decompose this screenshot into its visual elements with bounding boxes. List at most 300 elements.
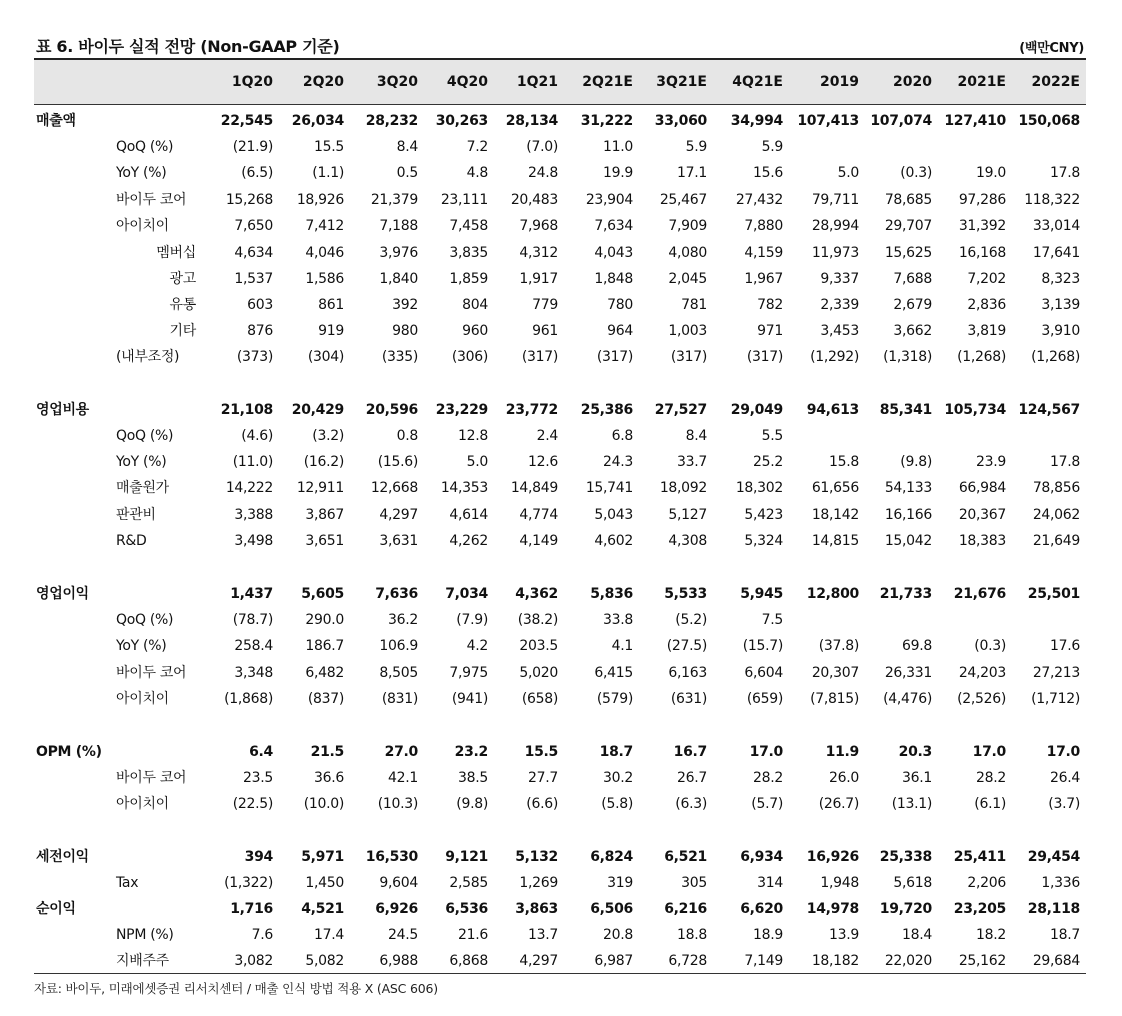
table-row bbox=[34, 791, 1086, 817]
row-label: 바이두 코어 bbox=[116, 192, 187, 208]
table-cell: (9.8) bbox=[456, 796, 488, 812]
table-cell: 23,229 bbox=[435, 402, 488, 418]
table-cell: 4,312 bbox=[519, 245, 558, 261]
row-label: 바이두 코어 bbox=[116, 665, 187, 681]
row-label: 순이익 bbox=[36, 901, 76, 917]
table-cell: 5,836 bbox=[590, 586, 633, 602]
table-cell: 21,676 bbox=[953, 586, 1006, 602]
row-label: NPM (%) bbox=[116, 927, 174, 943]
table-cell: 2,206 bbox=[967, 875, 1006, 891]
table-cell: 7,975 bbox=[449, 665, 488, 681]
table-cell: 12,911 bbox=[296, 480, 344, 496]
table-cell: 6.4 bbox=[249, 744, 273, 760]
table-cell: 7,688 bbox=[893, 271, 932, 287]
table-cell: 28,232 bbox=[365, 113, 418, 129]
table-cell: 27.7 bbox=[528, 770, 558, 786]
table-row bbox=[34, 896, 1086, 922]
row-label: Tax bbox=[116, 875, 139, 891]
table-cell: 23,904 bbox=[585, 192, 633, 208]
table-cell: 31,392 bbox=[958, 218, 1006, 234]
table-cell: 4.1 bbox=[611, 638, 633, 654]
table-cell: 7,149 bbox=[744, 953, 783, 969]
table-cell: (0.3) bbox=[974, 638, 1006, 654]
table-cell: 6,728 bbox=[668, 953, 707, 969]
table-cell: 7.6 bbox=[251, 927, 273, 943]
table-cell: 6,521 bbox=[664, 849, 707, 865]
table-cell: 1,450 bbox=[305, 875, 344, 891]
table-cell: 780 bbox=[607, 297, 633, 313]
row-label: 매출액 bbox=[36, 113, 76, 129]
row-label: QoQ (%) bbox=[116, 428, 174, 444]
table-row bbox=[34, 240, 1086, 266]
table-cell: 27,432 bbox=[735, 192, 783, 208]
table-cell: (4.6) bbox=[241, 428, 273, 444]
table-cell: 5,132 bbox=[515, 849, 558, 865]
table-cell: 17,641 bbox=[1032, 245, 1080, 261]
table-cell: 19.9 bbox=[603, 165, 633, 181]
table-row bbox=[34, 948, 1086, 974]
table-cell: 23.9 bbox=[976, 454, 1006, 470]
table-cell: 4,308 bbox=[668, 533, 707, 549]
source-note: 자료: 바이두, 미래에셋증권 리서치센터 / 매출 인식 방법 적용 X (ASC 606) bbox=[34, 981, 438, 996]
table-cell: (22.5) bbox=[232, 796, 273, 812]
table-cell: 3,631 bbox=[379, 533, 418, 549]
table-cell: 7,909 bbox=[668, 218, 707, 234]
table-cell: (335) bbox=[381, 349, 418, 365]
row-label: 멤버십 bbox=[156, 245, 196, 261]
table-cell: 15.6 bbox=[753, 165, 783, 181]
table-cell bbox=[852, 607, 932, 633]
table-cell: 36.6 bbox=[314, 770, 344, 786]
table-cell: 29,454 bbox=[1027, 849, 1080, 865]
table-cell: 4,159 bbox=[744, 245, 783, 261]
table-cell: 3,976 bbox=[379, 245, 418, 261]
table-cell: 5.0 bbox=[837, 165, 859, 181]
table-row bbox=[34, 423, 1086, 449]
table-cell: 6,824 bbox=[590, 849, 633, 865]
table-cell: 6,620 bbox=[740, 901, 783, 917]
table-cell: 13.9 bbox=[829, 927, 859, 943]
table-cell: 36.1 bbox=[902, 770, 932, 786]
table-cell: (37.8) bbox=[818, 638, 859, 654]
table-cell: 26,034 bbox=[291, 113, 344, 129]
table-cell: 7,458 bbox=[449, 218, 488, 234]
table-cell: 33,060 bbox=[654, 113, 707, 129]
table-cell: 18,302 bbox=[735, 480, 783, 496]
row-label: 매출원가 bbox=[116, 480, 169, 496]
row-label: 아이치이 bbox=[116, 796, 169, 812]
table-cell: 6,604 bbox=[744, 665, 783, 681]
row-label: QoQ (%) bbox=[116, 139, 174, 155]
table-cell: 1,586 bbox=[305, 271, 344, 287]
table-cell: 16.7 bbox=[673, 744, 707, 760]
table-cell: 23.2 bbox=[454, 744, 488, 760]
table-cell: 960 bbox=[462, 323, 488, 339]
table-cell: 18.2 bbox=[976, 927, 1006, 943]
table-cell: 4,614 bbox=[449, 507, 488, 523]
table-cell: (631) bbox=[670, 691, 707, 707]
table-cell: 961 bbox=[532, 323, 558, 339]
table-cell bbox=[926, 607, 1006, 633]
table-cell: 21.5 bbox=[310, 744, 344, 760]
table-cell: 971 bbox=[757, 323, 783, 339]
table-cell: 5,324 bbox=[744, 533, 783, 549]
column-header: 2022E bbox=[1031, 74, 1080, 90]
table-row bbox=[34, 449, 1086, 475]
table-cell: 6,163 bbox=[668, 665, 707, 681]
table-cell: 5,043 bbox=[594, 507, 633, 523]
table-row bbox=[34, 187, 1086, 213]
table-cell bbox=[1000, 607, 1080, 633]
table-cell: 6,415 bbox=[594, 665, 633, 681]
table-cell: 30,263 bbox=[435, 113, 488, 129]
table-cell: 2,679 bbox=[893, 297, 932, 313]
table-cell: 1,537 bbox=[234, 271, 273, 287]
table-cell: 2,045 bbox=[668, 271, 707, 287]
table-cell: (317) bbox=[670, 349, 707, 365]
table-cell: 258.4 bbox=[234, 638, 273, 654]
table-cell bbox=[1000, 134, 1080, 160]
table-row bbox=[34, 318, 1086, 344]
table-cell: 12,800 bbox=[806, 586, 859, 602]
table-row bbox=[34, 108, 1086, 134]
table-cell: 150,068 bbox=[1018, 113, 1080, 129]
table-cell: 394 bbox=[244, 849, 273, 865]
table-cell: 22,545 bbox=[220, 113, 273, 129]
table-cell: 0.5 bbox=[396, 165, 418, 181]
table-cell: 8,505 bbox=[379, 665, 418, 681]
table-cell: 5.0 bbox=[466, 454, 488, 470]
table-cell: 19.0 bbox=[976, 165, 1006, 181]
table-cell: (941) bbox=[451, 691, 488, 707]
table-cell: (3.2) bbox=[312, 428, 344, 444]
table-row bbox=[34, 660, 1086, 686]
table-cell: 1,967 bbox=[744, 271, 783, 287]
table-cell: 15.8 bbox=[829, 454, 859, 470]
table-cell: 27.0 bbox=[384, 744, 418, 760]
table-cell: 23.5 bbox=[243, 770, 273, 786]
table-cell: (10.0) bbox=[303, 796, 344, 812]
table-cell: 20,596 bbox=[365, 402, 418, 418]
table-cell: 34,994 bbox=[730, 113, 783, 129]
table-cell: 9,604 bbox=[379, 875, 418, 891]
table-cell: (304) bbox=[307, 349, 344, 365]
table-cell: 28,994 bbox=[811, 218, 859, 234]
table-cell: 5,020 bbox=[519, 665, 558, 681]
table-cell: 7,636 bbox=[375, 586, 418, 602]
table-cell: 8,323 bbox=[1041, 271, 1080, 287]
table-cell: 6,536 bbox=[445, 901, 488, 917]
table-cell: (16.2) bbox=[303, 454, 344, 470]
table-cell: 20,307 bbox=[811, 665, 859, 681]
table-cell: 79,711 bbox=[811, 192, 859, 208]
table-cell: (6.5) bbox=[241, 165, 273, 181]
table-cell: 29,684 bbox=[1032, 953, 1080, 969]
table-row bbox=[34, 528, 1086, 554]
table-cell: 16,530 bbox=[365, 849, 418, 865]
table-cell: (6.1) bbox=[974, 796, 1006, 812]
table-cell bbox=[779, 423, 859, 449]
table-cell: 18.9 bbox=[753, 927, 783, 943]
table-cell: 12,668 bbox=[370, 480, 418, 496]
table-cell: 8.4 bbox=[685, 428, 707, 444]
table-cell: 1,336 bbox=[1041, 875, 1080, 891]
table-cell: 2,585 bbox=[449, 875, 488, 891]
table-cell: 980 bbox=[392, 323, 418, 339]
bottom-rule bbox=[34, 973, 1086, 974]
row-label: 영업비용 bbox=[36, 402, 89, 418]
table-cell: 3,867 bbox=[305, 507, 344, 523]
table-row bbox=[34, 475, 1086, 501]
row-label: 바이두 코어 bbox=[116, 770, 187, 786]
table-cell: 4.8 bbox=[466, 165, 488, 181]
table-row bbox=[34, 160, 1086, 186]
table-cell: 16,166 bbox=[884, 507, 932, 523]
table-cell: 26.7 bbox=[677, 770, 707, 786]
table-cell: 66,984 bbox=[958, 480, 1006, 496]
table-cell: 24.8 bbox=[528, 165, 558, 181]
table-cell: 7,202 bbox=[967, 271, 1006, 287]
table-cell: 5,082 bbox=[305, 953, 344, 969]
table-cell: 13.7 bbox=[528, 927, 558, 943]
table-cell: 18,142 bbox=[811, 507, 859, 523]
table-cell: 964 bbox=[607, 323, 633, 339]
table-cell: (1.1) bbox=[312, 165, 344, 181]
table-row bbox=[34, 292, 1086, 318]
table-cell: 36.2 bbox=[388, 612, 418, 628]
table-cell: 3,348 bbox=[234, 665, 273, 681]
table-cell: (5.7) bbox=[751, 796, 783, 812]
table-cell: 17.4 bbox=[314, 927, 344, 943]
table-cell: 7,880 bbox=[744, 218, 783, 234]
table-cell: 4,043 bbox=[594, 245, 633, 261]
table-cell: 314 bbox=[757, 875, 783, 891]
table-cell: 30.2 bbox=[603, 770, 633, 786]
column-header: 4Q20 bbox=[446, 74, 488, 90]
table-cell: (837) bbox=[307, 691, 344, 707]
table-cell: 4,080 bbox=[668, 245, 707, 261]
table-cell: 17.0 bbox=[749, 744, 783, 760]
table-cell: 603 bbox=[247, 297, 273, 313]
column-header: 2Q21E bbox=[582, 74, 633, 90]
table-cell: 29,707 bbox=[884, 218, 932, 234]
table-cell: 4,634 bbox=[234, 245, 273, 261]
table-cell: (7.0) bbox=[526, 139, 558, 155]
table-title: 표 6. 바이두 실적 전망 (Non-GAAP 기준) bbox=[36, 37, 340, 56]
table-cell: (317) bbox=[746, 349, 783, 365]
table-cell: 78,856 bbox=[1032, 480, 1080, 496]
table-cell: 25,162 bbox=[958, 953, 1006, 969]
table-cell: 38.5 bbox=[458, 770, 488, 786]
table-row bbox=[34, 213, 1086, 239]
unit-label: (백만CNY) bbox=[1019, 41, 1084, 56]
table-cell: 3,835 bbox=[449, 245, 488, 261]
table-cell: 14,815 bbox=[811, 533, 859, 549]
table-cell: 18.4 bbox=[902, 927, 932, 943]
table-cell: 1,437 bbox=[230, 586, 273, 602]
table-cell: 24,062 bbox=[1032, 507, 1080, 523]
table-cell: (579) bbox=[596, 691, 633, 707]
table-cell: (1,318) bbox=[883, 349, 932, 365]
table-cell: 7,034 bbox=[445, 586, 488, 602]
table-cell: 7,968 bbox=[519, 218, 558, 234]
table-cell: 78,685 bbox=[884, 192, 932, 208]
table-cell: 15,268 bbox=[225, 192, 273, 208]
table-cell: 61,656 bbox=[811, 480, 859, 496]
table-cell: 27,527 bbox=[654, 402, 707, 418]
row-label: YoY (%) bbox=[116, 638, 167, 654]
table-row bbox=[34, 134, 1086, 160]
row-label: 아이치이 bbox=[116, 218, 169, 234]
column-header: 4Q21E bbox=[732, 74, 783, 90]
table-cell: 17.1 bbox=[677, 165, 707, 181]
table-cell: 8.4 bbox=[396, 139, 418, 155]
table-row bbox=[34, 844, 1086, 870]
table-cell: 118,322 bbox=[1024, 192, 1080, 208]
row-label: YoY (%) bbox=[116, 454, 167, 470]
table-cell: 11.9 bbox=[825, 744, 859, 760]
table-cell: 21.6 bbox=[458, 927, 488, 943]
table-cell: 3,453 bbox=[820, 323, 859, 339]
table-cell: 6,926 bbox=[375, 901, 418, 917]
table-cell: 6,987 bbox=[594, 953, 633, 969]
column-header: 3Q21E bbox=[656, 74, 707, 90]
table-cell: 5.9 bbox=[761, 139, 783, 155]
table-cell: 2,339 bbox=[820, 297, 859, 313]
table-cell: 124,567 bbox=[1018, 402, 1080, 418]
table-cell: 105,734 bbox=[944, 402, 1006, 418]
table-cell: 18,926 bbox=[296, 192, 344, 208]
table-cell: 24.5 bbox=[388, 927, 418, 943]
table-cell bbox=[779, 607, 859, 633]
table-cell: 20.3 bbox=[898, 744, 932, 760]
table-cell: 15,625 bbox=[884, 245, 932, 261]
table-cell: 4,262 bbox=[449, 533, 488, 549]
table-cell: (659) bbox=[746, 691, 783, 707]
table-cell: 15.5 bbox=[524, 744, 558, 760]
table-cell: 23,772 bbox=[505, 402, 558, 418]
table-cell: 6,216 bbox=[664, 901, 707, 917]
table-cell: (2,526) bbox=[957, 691, 1006, 707]
table-cell: 23,111 bbox=[440, 192, 488, 208]
table-cell: 7.5 bbox=[761, 612, 783, 628]
table-cell: 15.5 bbox=[314, 139, 344, 155]
table-row bbox=[34, 607, 1086, 633]
table-cell: 5,618 bbox=[893, 875, 932, 891]
table-cell: 18.7 bbox=[1050, 927, 1080, 943]
table-cell: 4,521 bbox=[301, 901, 344, 917]
row-label: QoQ (%) bbox=[116, 612, 174, 628]
table-cell: 33.8 bbox=[603, 612, 633, 628]
table-cell: 18,383 bbox=[958, 533, 1006, 549]
table-cell: (0.3) bbox=[900, 165, 932, 181]
table-cell: 804 bbox=[462, 297, 488, 313]
table-cell: (21.9) bbox=[232, 139, 273, 155]
table-cell: 3,498 bbox=[234, 533, 273, 549]
table-cell: (9.8) bbox=[900, 454, 932, 470]
table-cell: 1,003 bbox=[668, 323, 707, 339]
table-cell: 107,074 bbox=[870, 113, 932, 129]
table-cell: 305 bbox=[681, 875, 707, 891]
table-cell: 17.6 bbox=[1050, 638, 1080, 654]
table-cell: 17.0 bbox=[1046, 744, 1080, 760]
table-cell: 5,945 bbox=[740, 586, 783, 602]
table-cell: (317) bbox=[596, 349, 633, 365]
table-cell bbox=[852, 423, 932, 449]
table-cell: 18.7 bbox=[599, 744, 633, 760]
table-cell: 6.8 bbox=[611, 428, 633, 444]
table-cell: (1,292) bbox=[810, 349, 859, 365]
table-cell: 5,533 bbox=[664, 586, 707, 602]
table-cell: 107,413 bbox=[797, 113, 859, 129]
table-cell: 42.1 bbox=[388, 770, 418, 786]
column-header: 2020 bbox=[893, 74, 932, 90]
table-cell: 54,133 bbox=[884, 480, 932, 496]
table-cell: 20,483 bbox=[510, 192, 558, 208]
table-cell: (13.1) bbox=[891, 796, 932, 812]
table-cell: (1,712) bbox=[1031, 691, 1080, 707]
table-cell: 290.0 bbox=[305, 612, 344, 628]
table-cell: 3,082 bbox=[234, 953, 273, 969]
table-cell: (11.0) bbox=[232, 454, 273, 470]
table-cell: 17.8 bbox=[1050, 454, 1080, 470]
table-cell: 3,388 bbox=[234, 507, 273, 523]
table-cell: 24.3 bbox=[603, 454, 633, 470]
table-cell: 7,412 bbox=[305, 218, 344, 234]
table-cell: 18.8 bbox=[677, 927, 707, 943]
table-cell: 127,410 bbox=[944, 113, 1006, 129]
row-label: OPM (%) bbox=[36, 744, 102, 760]
table-cell: 7,650 bbox=[234, 218, 273, 234]
table-cell: 14,222 bbox=[225, 480, 273, 496]
table-cell: 4.2 bbox=[466, 638, 488, 654]
column-header: 3Q20 bbox=[376, 74, 418, 90]
table-row bbox=[34, 266, 1086, 292]
row-label: 지배주주 bbox=[116, 953, 169, 969]
table-cell: 25,338 bbox=[879, 849, 932, 865]
table-cell: 4,046 bbox=[305, 245, 344, 261]
table-cell: (658) bbox=[521, 691, 558, 707]
table-cell: (1,268) bbox=[1031, 349, 1080, 365]
table-cell: (317) bbox=[521, 349, 558, 365]
table-cell: 779 bbox=[532, 297, 558, 313]
table-cell bbox=[926, 423, 1006, 449]
table-row bbox=[34, 686, 1086, 712]
table-cell: 28.2 bbox=[753, 770, 783, 786]
table-cell: 12.6 bbox=[528, 454, 558, 470]
table-cell: (4,476) bbox=[883, 691, 932, 707]
table-cell bbox=[926, 134, 1006, 160]
table-cell: 4,774 bbox=[519, 507, 558, 523]
table-cell: (15.7) bbox=[742, 638, 783, 654]
table-cell: 4,149 bbox=[519, 533, 558, 549]
table-cell: (5.2) bbox=[675, 612, 707, 628]
column-header: 1Q20 bbox=[231, 74, 273, 90]
table-cell: 24,203 bbox=[958, 665, 1006, 681]
table-cell: 25,386 bbox=[580, 402, 633, 418]
table-cell: 25,467 bbox=[659, 192, 707, 208]
table-cell: 3,139 bbox=[1041, 297, 1080, 313]
table-cell: 14,978 bbox=[806, 901, 859, 917]
table-cell: 33,014 bbox=[1032, 218, 1080, 234]
table-cell: 203.5 bbox=[519, 638, 558, 654]
row-label: 유통 bbox=[169, 297, 196, 313]
table-cell: 5.9 bbox=[685, 139, 707, 155]
table-cell: 3,910 bbox=[1041, 323, 1080, 339]
table-cell bbox=[1000, 423, 1080, 449]
table-cell: 17.0 bbox=[972, 744, 1006, 760]
table-cell: (78.7) bbox=[232, 612, 273, 628]
